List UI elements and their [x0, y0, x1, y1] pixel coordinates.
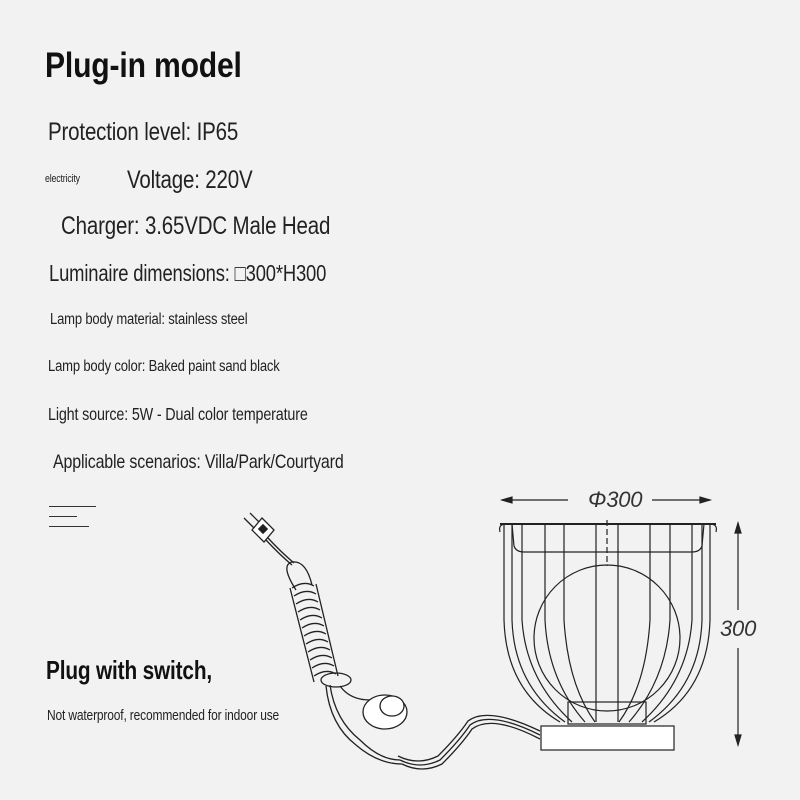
plug-note: Not waterproof, recommended for indoor use: [47, 707, 280, 724]
spec-charger: Charger: 3.65VDC Male Head: [61, 212, 331, 240]
spec-dimensions: Luminaire dimensions: □300*H300: [49, 260, 327, 286]
spec-material: Lamp body material: stainless steel: [50, 311, 248, 328]
plug-heading: Plug with switch,: [46, 655, 212, 685]
spec-color: Lamp body color: Baked paint sand black: [48, 358, 280, 375]
spec-voltage: Voltage: 220V: [127, 166, 253, 194]
height-dimension-label: 300: [720, 616, 757, 641]
electricity-label: electricity: [45, 173, 80, 185]
spec-scenarios: Applicable scenarios: Villa/Park/Courtyard: [53, 451, 344, 473]
width-dimension-label: Φ300: [588, 487, 643, 512]
page-title: Plug-in model: [45, 46, 242, 85]
spec-protection-level: Protection level: IP65: [48, 118, 239, 146]
spec-light-source: Light source: 5W - Dual color temperature: [48, 404, 308, 424]
